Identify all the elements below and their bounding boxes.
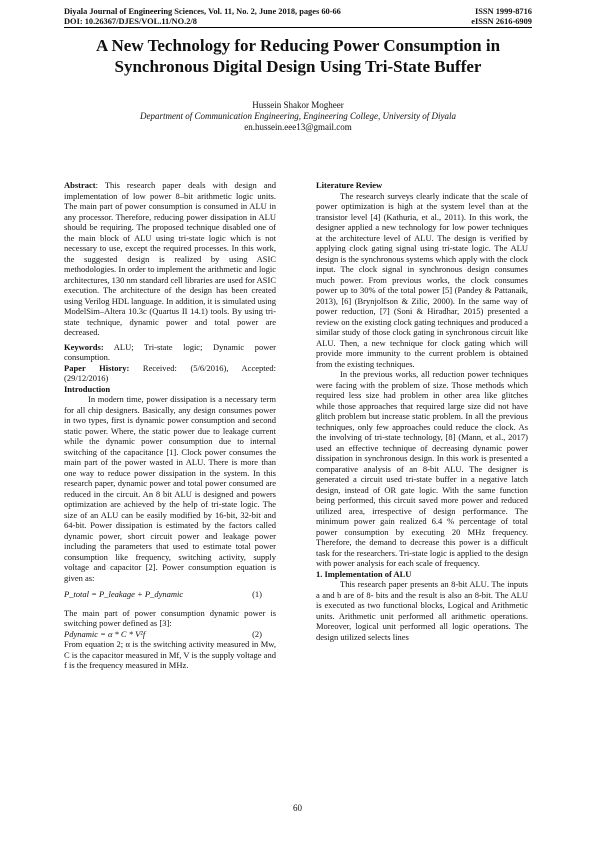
right-column	[316, 180, 528, 642]
author-affiliation: Department of Communication Engineering, Engineering College, University of Diyala	[140, 111, 456, 121]
intro-paragraph-1: In modern time, power dissipation is a necessary term for all chip designers. Basically, any design consumes power in two types, first is dynamic power consumption and second static power. Where, the static power due to leakage current while the dynamic power consumption due to internal switching of the capacitance [1]. Clock power consumes the main part of the power wasted in ALU. There is more than one way to reduce power dissipation in the system. In this research paper, dynamic power and total power consumed are reduced in the circuit. An 8 bit ALU is designed and powers optimization are achieved by the help of tri-state logic. The size of an ALU can be easily modified by 16-bit, 32-bit and 64-bit. Power dissipation is estimated by the factors called dynamic power, short circuit power and leakage power including the parameters that used to estimate total power consumption like frequency, switching activity, supply voltage and capacitor [2]. Power consumption equation is given as:	[64, 394, 276, 583]
journal-citation: Diyala Journal of Engineering Sciences, Vol. 11, No. 2, June 2018, pages 60-66	[64, 7, 341, 16]
literature-paragraph-2: In the previous works, all reduction power techniques were facing with the problem of size. Those methods which required less size had problem in other area like glitches while those approaches that required large size did not have glitch problem but increase static problem. In all the previous techniques, only few approaches could reduce the clock. As the involving of tri-state technology, [8] (Mann, et al., 2017) used an effective technique of decreasing dynamic power dissipation in synchronous design. In this work is presented a comparative analysis of an 8-bit ALU. The designer is generated a circuit used tri-state buffer in a negative latch design, instead of OR gate logic. With the same function being performed, this circuit saved more power and reduced utilized area, irrespective of design performance. The minimum power gain realized 6.4 % percentage of total power consumption by executing 20 MHz frequency. Therefore, the demand to decrease this power is a difficult task for the researchers. Tri-state logic is applied to the design with power analysis for each scale of frequency.	[316, 369, 528, 568]
doi: DOI: 10.26367/DJES/VOL.11/NO.2/8	[64, 17, 197, 26]
history-text: Received: (5/6/2016), Accepted: (29/12/2016)	[64, 362, 276, 383]
issn: ISSN 1999-8716	[474, 7, 532, 16]
equation-1-text: P_total = P_leakage + P_dynamic	[64, 589, 184, 599]
paper-history	[64, 363, 276, 384]
eissn: eISSN 2616-6909	[471, 17, 532, 26]
equation-1-number: (1)	[252, 589, 262, 599]
keywords-label: Keywords:	[64, 341, 104, 352]
keywords-text: ALU; Tri-state logic; Dynamic power consumption.	[64, 341, 276, 362]
implementation-heading: 1. Implementation of ALU	[316, 568, 412, 579]
implementation-paragraph-1: This research paper presents an 8-bit ALU. The inputs a and b are of 8- bits and the result is also an 8-bit. The ALU is executed as two functional blocks, Logical and Arithmetic units. Arithmetic unit performed all arithmetic operations. Moreover, logical unit performed all logic operations. The design utilized selects lines	[316, 579, 528, 642]
intro-paragraph-3: From equation 2; α is the switching activity measured in Mw, C is the capacitor measured in Mf, V is the supply voltage and f is the frequency measured in MHz.	[64, 639, 276, 670]
header-rule	[64, 27, 532, 28]
page-number: 60	[293, 803, 302, 813]
intro-heading: Introduction	[64, 383, 111, 394]
history-label: Paper History:	[64, 362, 130, 373]
equation-2-text: Pdynamic = α * C * V²f	[64, 628, 146, 639]
left-column	[64, 180, 276, 671]
literature-paragraph-1: The research surveys clearly indicate that the scale of power optimization is high at the system level than at the transistor level [4] (Kathuria, et al., 2011). In this work, the designer applied a new technology for low power techniques at the architecture level of ALU. The design is verified by applying clock gating signal using tri-state logic. The ALU design is the synchronous systems which apply with the clock input. The clock signal in synchronous design consumes much power. From previous works, the clock consumes power up to 30% of the total power [5] (Pandey & Pattanaik, 2013), [6] (Brynjolfson & Zilic, 2000). In the same way of power reduction, [7] (Soni & Hiradhar, 2015) presented a review on the existing clock gating techniques and produced a similar study of those clock gating in synchronous circuit like ALU. Then, a new technique for clock gating which will provide more immunity to the current problem is obtained from the existing techniques.	[316, 190, 528, 369]
running-header-line-2	[64, 17, 532, 26]
running-header-line-1	[64, 7, 532, 16]
paper-title: A New Technology for Reducing Power Consumption in Synchronous Digital Design Using Tri-State Buffer	[95, 36, 501, 76]
abstract-label: Abstract	[64, 180, 96, 190]
abstract-text: : This research paper deals with design and implementation of low power 8–bit arithmetic logic units. The main part of power consumption is consumed in ALU in any processor. Therefore, reducing power dissipation in ALU should be requiring. The proposed technique disabled one of the main block of ALU using tri-state logic which is not necessary to use, except the required processes. In this work, the suggested design is realized by using ASIC methodologies. In order to implement the arithmetic and logic architectures, 130 nm standard cell libraries are used for ASIC execution. The architecture of the design has been created using Verilog HDL language. In addition, it is simulated using ModelSim–Altera 10.3c (Quartus II 14.1) tools. By using tri-state technique, dynamic power and total power are decreased.	[64, 180, 276, 337]
equation-1	[64, 589, 276, 600]
author-email: en.hussein.eee13@gmail.com	[244, 122, 352, 132]
intro-paragraph-2: The main part of power consumption dynamic power is switching power defined as [3]:	[64, 607, 276, 628]
literature-heading: Literature Review	[316, 180, 383, 190]
equation-2-number: (2)	[252, 628, 262, 639]
abstract	[64, 180, 276, 338]
keywords	[64, 342, 276, 363]
equation-2	[64, 629, 276, 640]
author-name: Hussein Shakor Mogheer	[252, 100, 344, 110]
